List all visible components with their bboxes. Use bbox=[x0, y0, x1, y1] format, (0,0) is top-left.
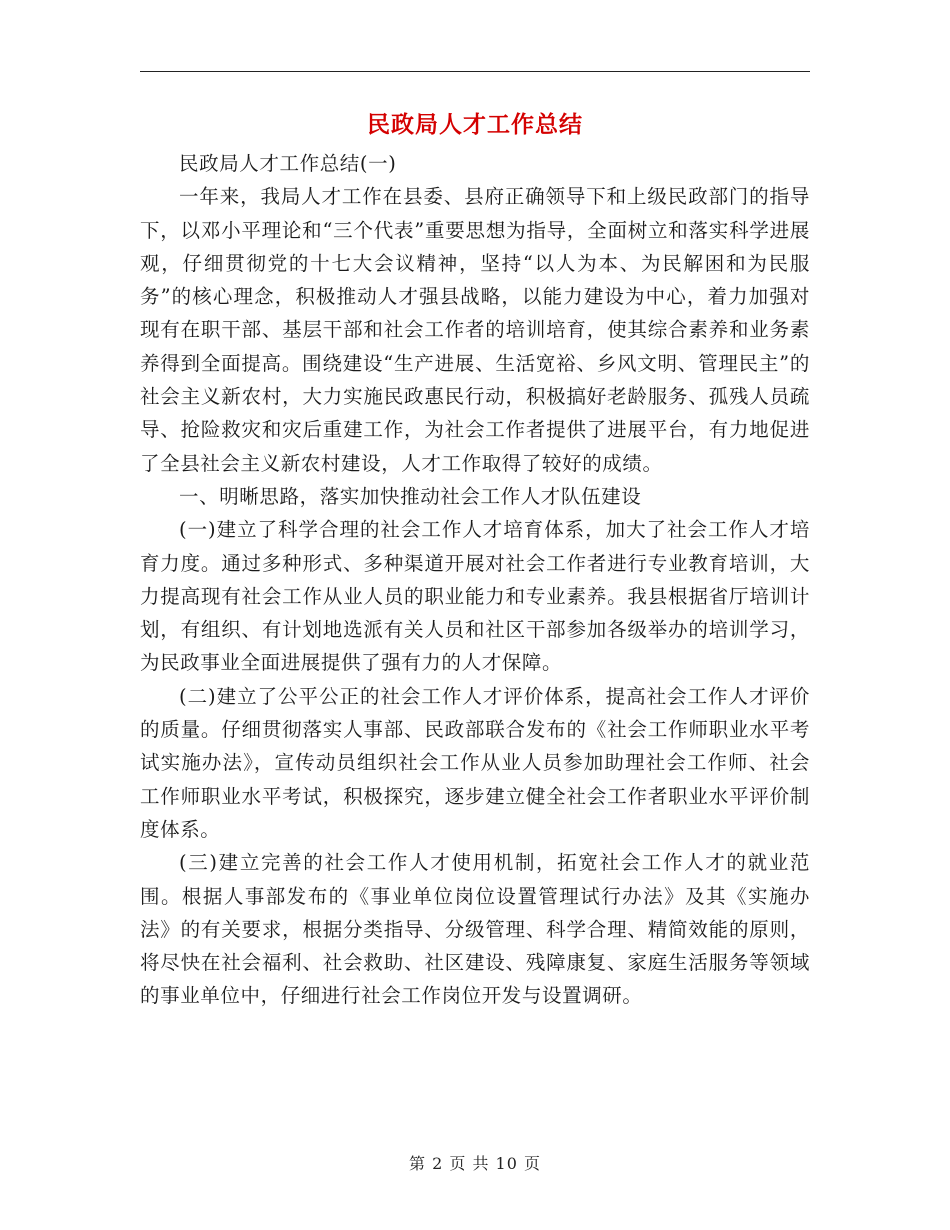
body-paragraph: (二)建立了公平公正的社会工作人才评价体系，提高社会工作人才评价的质量。仔细贯彻落实人事部、民政部联合发布的《社会工作师职业水平考试实施办法》，宣传动员组织社会工作从业人员参加助理社会工作师、社会工作师职业水平考试，积极探究，逐步建立健全社会工作者职业水平评价制度体系。 bbox=[140, 684, 810, 841]
body-paragraph: (三)建立完善的社会工作人才使用机制，拓宽社会工作人才的就业范围。根据人事部发布的《事业单位岗位设置管理试行办法》及其《实施办法》的有关要求，根据分类指导、分级管理、科学合理、精简效能的原则，将尽快在社会福利、社会救助、社区建设、残障康复、家庭生活服务等领域的事业单位中，仔细进行社会工作岗位开发与设置调研。 bbox=[140, 851, 810, 1008]
section-heading: 一、明晰思路，落实加快推动社会工作人才队伍建设 bbox=[179, 484, 642, 508]
body-paragraph: 一年来，我局人才工作在县委、县府正确领导下和上级民政部门的指导下，以邓小平理论和“三个代表”重要思想为指导，全面树立和落实科学进展观，仔细贯彻党的十七大会议精神，坚持“以人为本、为民解困和为民服务”的核心理念，积极推动人才强县战略，以能力建设为中心，着力加强对现有在职干部、基层干部和社会工作者的培训培育，使其综合素养和业务素养得到全面提高。围绕建设“生产进展、生活宽裕、乡风文明、管理民主”的社会主义新农村，大力实施民政惠民行动，积极搞好老龄服务、孤残人员疏导、抢险救灾和灾后重建工作，为社会工作者提供了进展平台，有力地促进了全县社会主义新农村建设，人才工作取得了较好的成绩。 bbox=[140, 185, 810, 475]
document-title: 民政局人才工作总结 bbox=[367, 111, 583, 138]
section-subtitle: 民政局人才工作总结(一) bbox=[179, 152, 397, 175]
document-body bbox=[140, 147, 810, 1013]
page-number: 第 2 页 共 10 页 bbox=[409, 1154, 541, 1173]
body-paragraph: (一)建立了科学合理的社会工作人才培育体系，加大了社会工作人才培育力度。通过多种形式、多种渠道开展对社会工作者进行专业教育培训，大力提高现有社会工作从业人员的职业能力和专业素养。我县根据省厅培训计划，有组织、有计划地选派有关人员和社区干部参加各级举办的培训学习，为民政事业全面进展提供了强有力的人才保障。 bbox=[140, 518, 810, 675]
header-rule bbox=[140, 71, 810, 72]
